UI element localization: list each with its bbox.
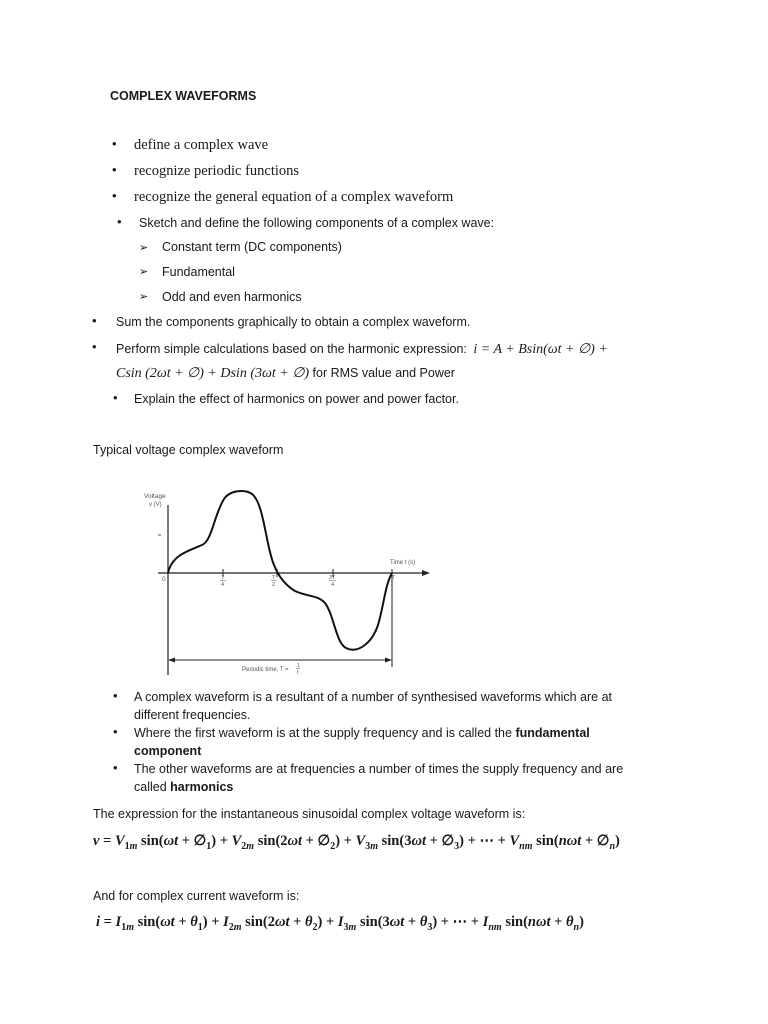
note-3-text: called	[134, 780, 171, 794]
tick-label-3t4-den: 4	[331, 582, 335, 588]
voltage-equation: $v = V_{1m}$ $\sin(\omega t + \emptyset_1) + V_{2m}$ $\sin(2\omega t + \emptyset_2) + V_{3m}$ $\sin(3\omega t + \emptyset_3)$ + ⋯ + $V_{nm}$ $\sin(n\omega t + \emptyset_n)$	[93, 833, 620, 852]
tick-label-t2-den: 2	[272, 582, 276, 588]
bullet-icon: •	[112, 136, 117, 151]
component-item: Fundamental	[162, 265, 235, 279]
calc-text-line2	[116, 365, 455, 382]
note-1-line1: A complex waveform is a resultant of a number of synthesised waveforms which are at	[134, 690, 612, 704]
component-item: Odd and even harmonics	[162, 290, 302, 304]
arrow-left-icon	[168, 658, 175, 663]
harmonic-expression-part1: i = A + Bsin(ωt + ∅) +	[473, 342, 608, 357]
arrow-bullet-icon: ➢	[139, 291, 149, 303]
tick-label-3t4-num: 3T	[329, 575, 336, 581]
bullet-icon: •	[92, 339, 97, 354]
arrow-right-icon	[385, 658, 392, 663]
sketch-intro: Sketch and define the following components of a complex wave:	[139, 216, 495, 230]
bullet-icon: •	[112, 188, 117, 203]
sum-text: Sum the components graphically to obtain a complex waveform.	[116, 315, 471, 329]
harmonic-expression-part2: Csin (2ωt + ∅) + Dsin (3ωt + ∅)	[116, 366, 310, 381]
note-3-bold-term: harmonics	[170, 780, 234, 794]
tick-label-T: T	[392, 575, 396, 581]
note-2-bold-term: fundamental	[515, 726, 590, 740]
bullet-icon: •	[113, 724, 118, 739]
note-1-line2: different frequencies.	[134, 708, 251, 722]
period-fraction-den: f	[297, 670, 299, 676]
tick-label-t2-num: T	[272, 575, 276, 581]
period-fraction-num: 1	[297, 663, 300, 669]
tick-label-t4-den: 4	[221, 582, 225, 588]
objective-item: define a complex wave	[134, 137, 269, 153]
note-2-text: Where the first waveform is at the supply frequency and is called the	[134, 726, 516, 740]
current-intro: And for complex current waveform is:	[93, 889, 300, 903]
bullet-icon: •	[92, 313, 97, 328]
tick-label-t4-num: T	[221, 575, 225, 581]
origin-label: 0	[162, 576, 166, 583]
note-2-line2: component	[134, 744, 202, 758]
figure-caption: Typical voltage complex waveform	[93, 443, 284, 457]
objective-item: recognize periodic functions	[134, 163, 300, 179]
calc-text	[116, 341, 608, 358]
component-item: Constant term (DC components)	[162, 240, 342, 254]
x-axis-label: Time t (s)	[390, 560, 416, 566]
arrow-bullet-icon: ➢	[139, 242, 149, 254]
note-3-line2	[134, 780, 233, 794]
waveform-figure	[130, 485, 440, 685]
voltage-waveform-curve	[168, 491, 392, 650]
calc-suffix: for RMS value and Power	[309, 366, 455, 380]
explain-text: Explain the effect of harmonics on power and power factor.	[134, 392, 459, 406]
note-2-line1	[134, 726, 590, 740]
y-axis-unit: v (V)	[149, 502, 162, 508]
bullet-icon: •	[113, 390, 118, 405]
voltage-intro: The expression for the instantaneous sinusoidal complex voltage waveform is:	[93, 807, 526, 821]
current-equation: $i = I_{1m}$ $\sin(\omega t + \theta_1) + I_{2m}$ $\sin(2\omega t + \theta_2) + I_{3m}$ $\sin(3\omega t + \theta_3)$ + ⋯ + $I_{nm}$ $\sin(n\omega t + \theta_n)$	[96, 914, 584, 933]
bullet-icon: •	[113, 688, 118, 703]
bullet-icon: •	[113, 760, 118, 775]
x-axis-arrow-icon	[422, 570, 430, 576]
bullet-icon: •	[117, 214, 122, 229]
note-3-line1: The other waveforms are at frequencies a number of times the supply frequency and are	[134, 762, 624, 776]
calc-text-label: Perform simple calculations based on the harmonic expression:	[116, 342, 467, 356]
bullet-icon: •	[112, 162, 117, 177]
y-axis-label: Voltage	[144, 493, 166, 500]
page-title: COMPLEX WAVEFORMS	[110, 89, 257, 103]
period-label: Periodic time, T =	[242, 667, 289, 673]
arrow-bullet-icon: ➢	[139, 266, 149, 278]
objective-item: recognize the general equation of a complex waveform	[134, 189, 454, 205]
